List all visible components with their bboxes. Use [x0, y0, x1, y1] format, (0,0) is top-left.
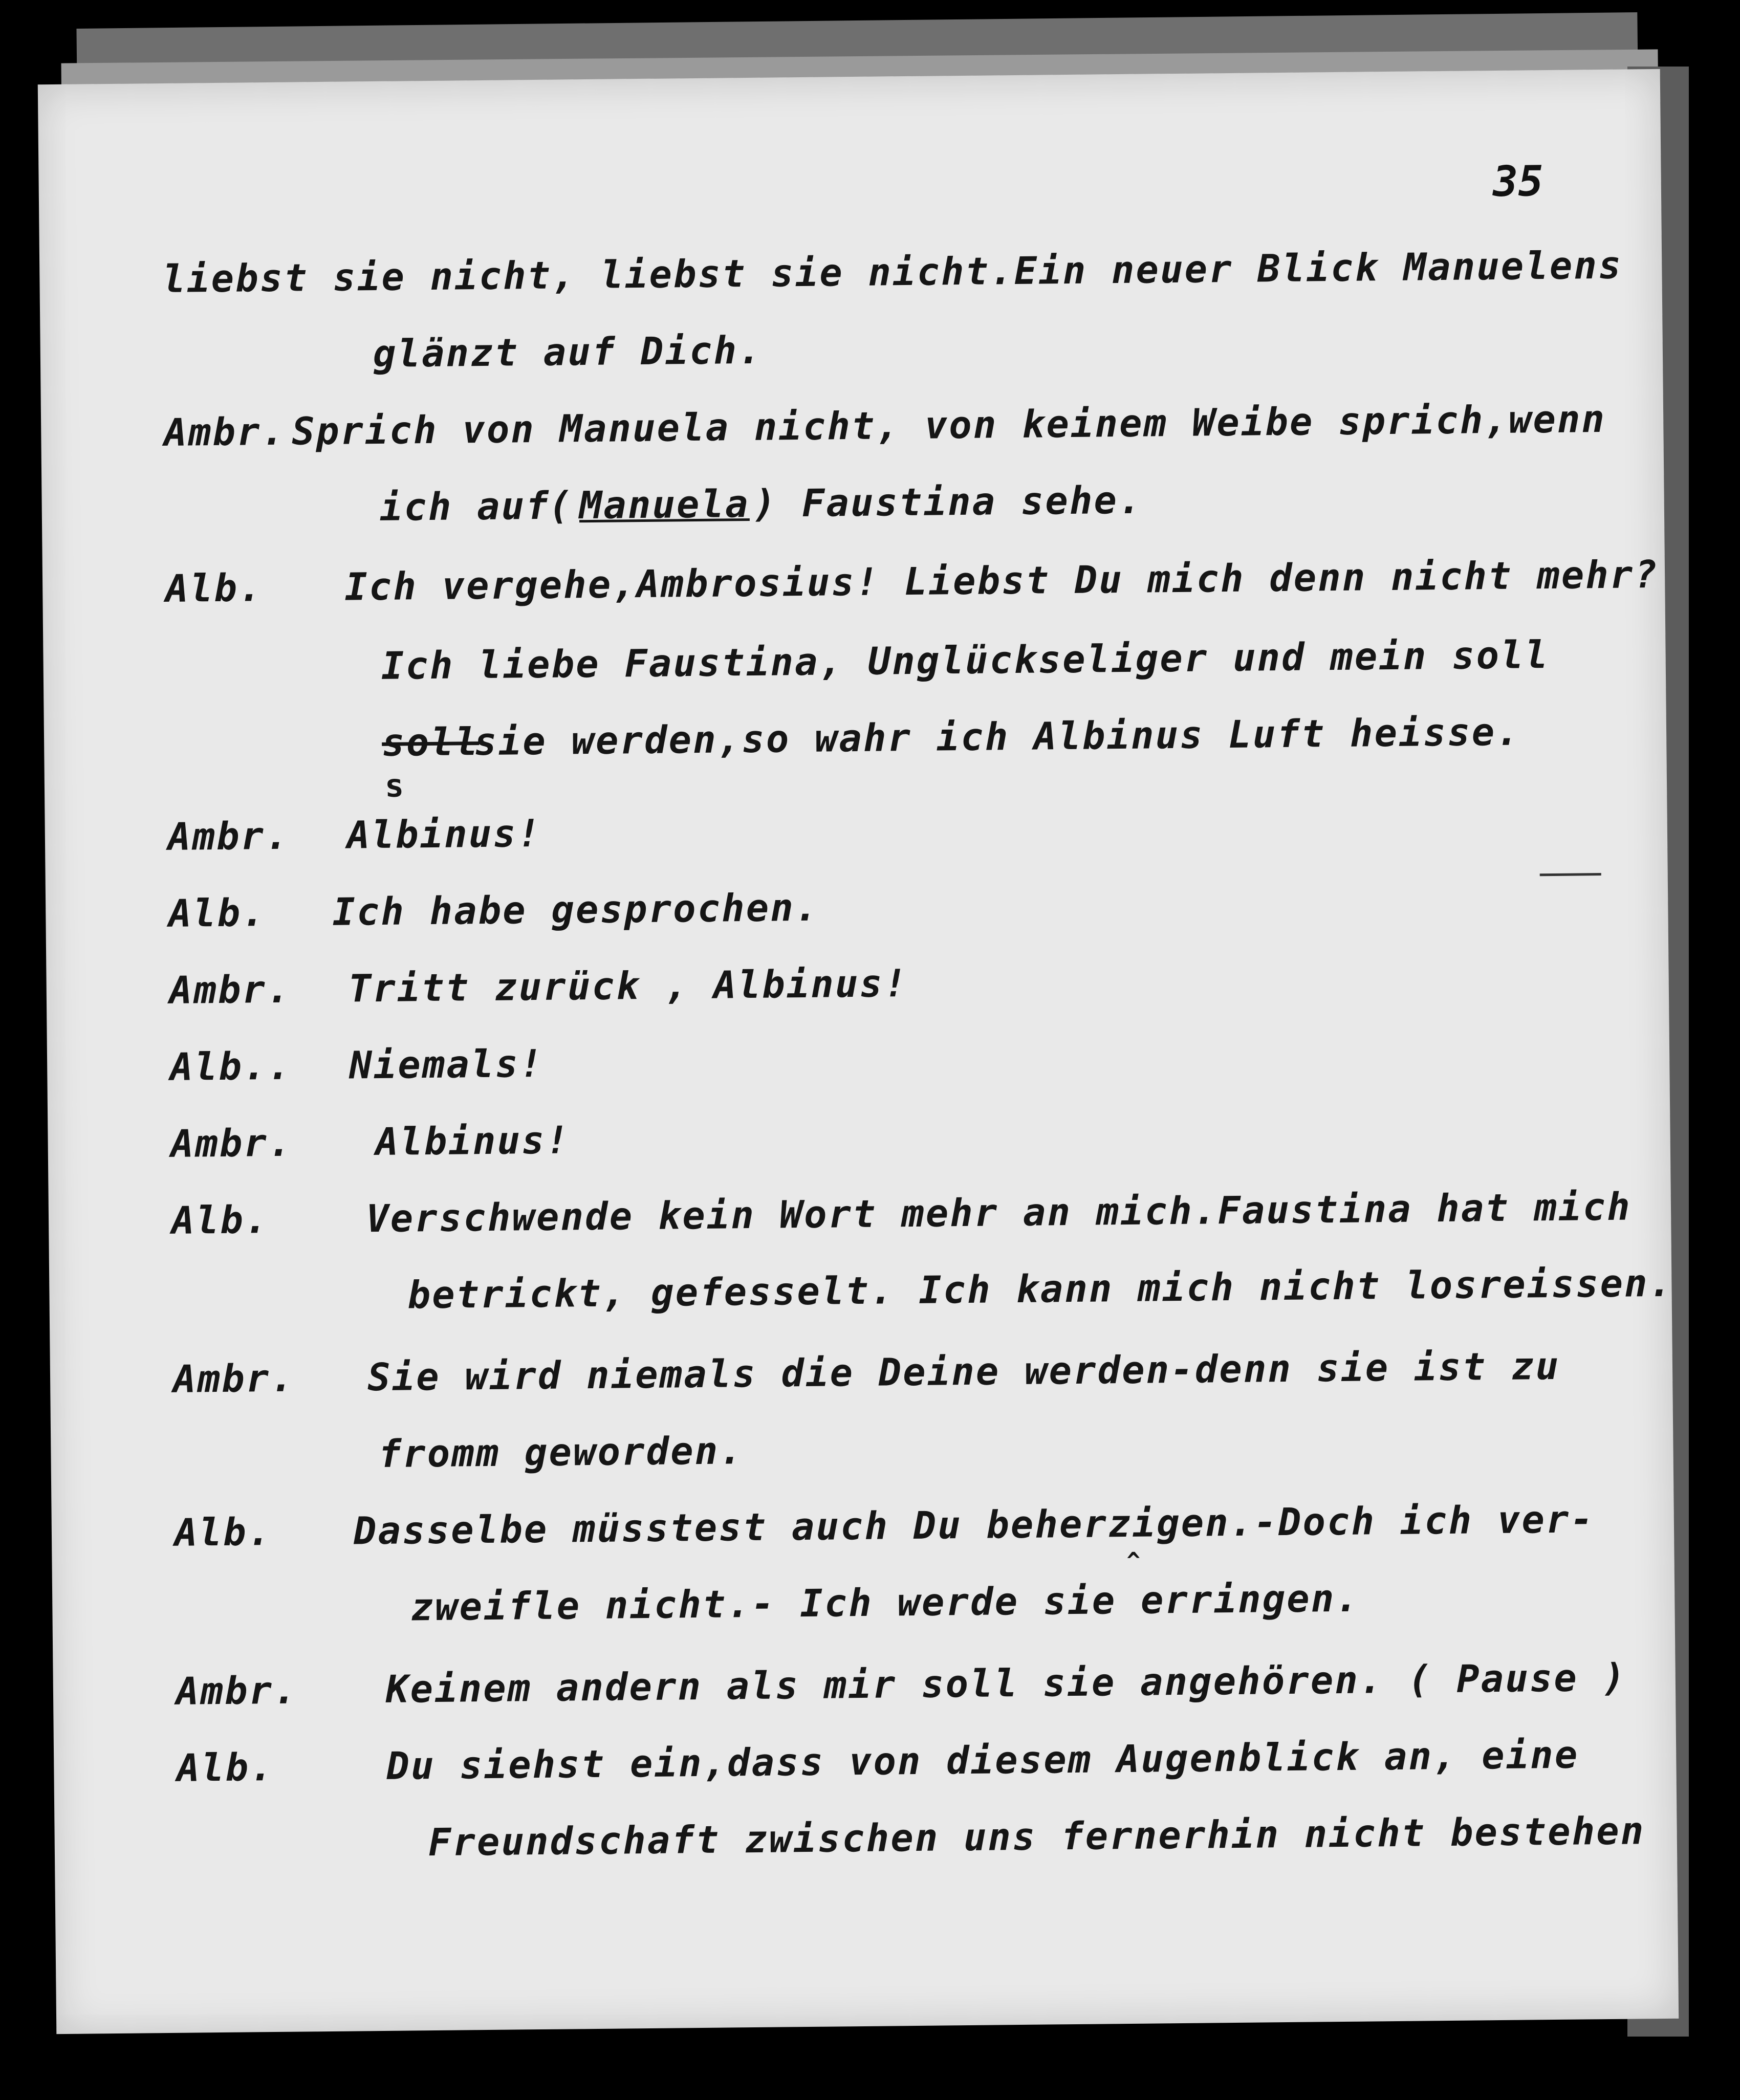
line-text: betrickt, gefesselt. Ich kann mich nicht losreissen.	[407, 1261, 1673, 1318]
line-text: Albinus!	[375, 1118, 571, 1165]
speaker-label: Alb..	[169, 1044, 292, 1089]
line-text: Dasselbe müsstest auch Du beherzigen.-Doch ich ver-	[353, 1497, 1595, 1554]
speaker-label: Ambr.	[163, 409, 286, 455]
speaker-label: Alb.	[174, 1510, 272, 1555]
line-text: Niemals!	[349, 1041, 545, 1088]
line-text: sie werden,so wahr ich Albinus Luft heisse.	[473, 710, 1521, 764]
line-text: zweifle nicht.- Ich werde sie erringen.	[410, 1576, 1360, 1630]
typescript-page	[38, 69, 1679, 2034]
line-text: Du siehst ein,dass von diesem Augenblick an, eine	[386, 1733, 1579, 1788]
line-text: ich auf	[379, 484, 551, 530]
handwritten-insertion: s	[384, 767, 404, 804]
speaker-label: Alb.	[171, 1198, 269, 1243]
stray-mark	[1540, 873, 1601, 876]
line-text: Verschwende kein Wort mehr an mich.Faustina hat mich	[365, 1185, 1632, 1241]
speaker-label: Alb.	[176, 1745, 275, 1790]
line-text: fromm geworden.	[378, 1429, 744, 1477]
handwritten-caret: ^	[1126, 1547, 1141, 1574]
open-parenthesis: (	[548, 484, 573, 528]
line-text: Ich vergehe,Ambrosius! Liebst Du mich denn nicht mehr?	[344, 552, 1659, 609]
line-text: glänzt auf Dich.	[373, 328, 763, 377]
line-text: liebst sie nicht, liebst sie nicht.Ein neuer Blick Manuelens	[162, 243, 1623, 301]
struck-word: soll	[381, 720, 480, 765]
line-text: Albinus!	[346, 811, 542, 858]
speaker-label: Ambr.	[176, 1668, 298, 1714]
speaker-label: Ambr.	[169, 967, 291, 1013]
page-number: 35	[1492, 157, 1544, 207]
line-text: Tritt zurück , Albinus!	[348, 961, 908, 1011]
speaker-label: Ambr.	[167, 814, 290, 859]
line-text: Ich habe gesprochen.	[332, 885, 819, 934]
line-text: Sie wird niemals die Deine werden-denn sie ist zu	[367, 1344, 1560, 1400]
speaker-label: Alb.	[165, 566, 263, 611]
speaker-label: Ambr.	[172, 1356, 295, 1402]
struck-word: Manuela	[579, 482, 750, 528]
line-text: Ich liebe Faustina, Unglückseliger und mein soll	[381, 633, 1550, 688]
speaker-label: Alb.	[168, 891, 266, 936]
line-text: Sprich von Manuela nicht, von keinem Weibe sprich,wenn	[291, 397, 1606, 454]
speaker-label: Ambr.	[170, 1121, 293, 1166]
line-text: ) Faustina sehe.	[753, 478, 1143, 526]
line-text: Freundschaft zwischen uns fernerhin nicht bestehen	[428, 1809, 1645, 1865]
line-text: Keinem andern als mir soll sie angehören. ( Pause )	[385, 1655, 1627, 1712]
